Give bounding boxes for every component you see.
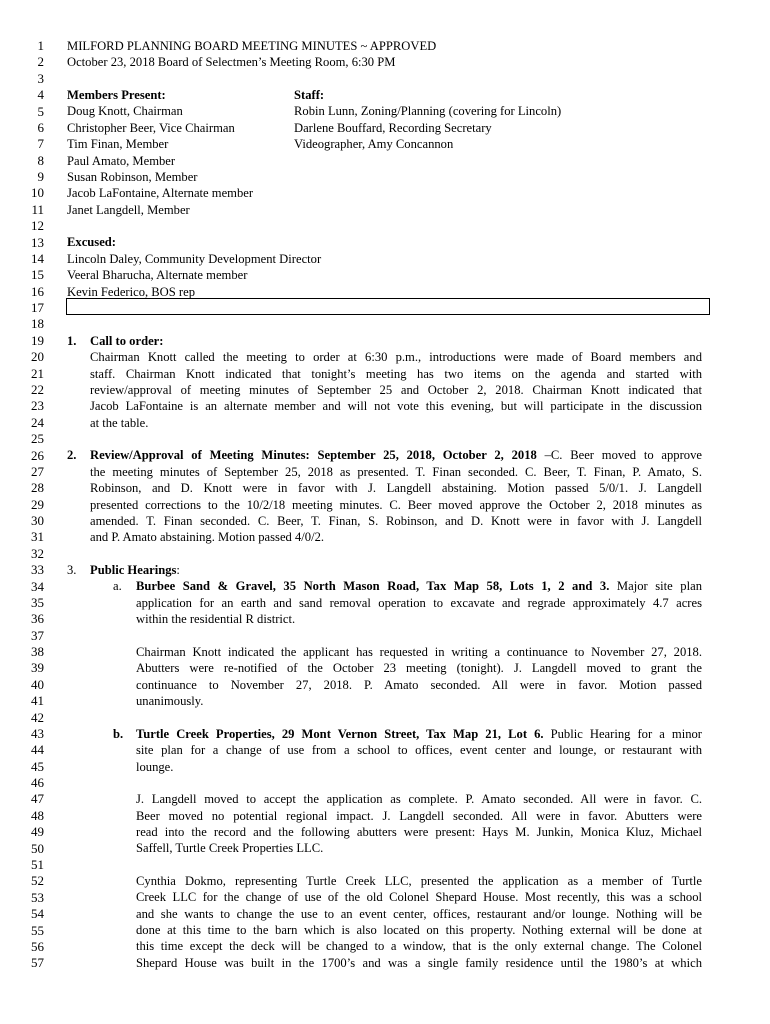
line-number: 15 bbox=[31, 267, 44, 283]
line-number: 48 bbox=[31, 807, 44, 823]
public-hearings-title: Public Hearings bbox=[90, 563, 177, 577]
line-number: 40 bbox=[31, 676, 44, 692]
line-number: 25 bbox=[31, 431, 44, 447]
heading-continuation: Major site plan bbox=[609, 579, 702, 593]
paragraph-line: Chairman Knott indicated the applicant has requested in writing a continuance to November 27, 2018. bbox=[136, 645, 702, 659]
line-number: 27 bbox=[31, 463, 44, 479]
paragraph-line: site plan for a change of use from a school to offices, event center and lounge, or restaurant with bbox=[136, 743, 702, 757]
paragraph-line: staff. Chairman Knott indicated that tonight’s meeting has two items on the agenda and started with bbox=[90, 367, 702, 381]
excused-item: Veeral Bharucha, Alternate member bbox=[67, 268, 248, 282]
line-number: 24 bbox=[31, 414, 44, 430]
paragraph-line bbox=[136, 726, 702, 742]
line-number: 45 bbox=[31, 758, 44, 774]
line-number: 9 bbox=[37, 169, 44, 185]
excused-heading: Excused: bbox=[67, 235, 116, 249]
member-item: Christopher Beer, Vice Chairman bbox=[67, 121, 235, 135]
paragraph-line: Robinson, and D. Knott were in favor with J. Langdell abstaining. Motion passed 5/0/1. J. Langdell bbox=[90, 481, 702, 495]
subsection-letter: b. bbox=[113, 727, 124, 741]
paragraph-line: Beer moved no potential regional impact. J. Langdell seconded. All were in favor. Abutters were bbox=[136, 809, 702, 823]
line-number: 14 bbox=[31, 250, 44, 266]
members-heading: Members Present: bbox=[67, 88, 166, 102]
paragraph-line: presented corrections to the 10/2/18 meeting minutes. C. Beer moved approve the October 2, 2018 minutes as bbox=[90, 498, 702, 512]
line-number: 7 bbox=[37, 136, 44, 152]
line-number: 31 bbox=[31, 529, 44, 545]
section-number: 2. bbox=[67, 448, 77, 462]
heading-colon: : bbox=[176, 563, 180, 577]
paragraph-line: Jacob LaFontaine is an alternate member and will not vote this evening, but will participate in the discussion bbox=[90, 399, 702, 413]
paragraph-line: this time except the deck will be changed to a window, that is the only external change. The Colonel bbox=[136, 939, 702, 953]
paragraph-line: read into the record and the following abutters were present: Hays M. Junkin, Monica Kluz, Michael bbox=[136, 825, 702, 839]
paragraph-line: Saffell, Turtle Creek Properties LLC. bbox=[136, 841, 324, 855]
staff-heading: Staff: bbox=[294, 88, 325, 102]
line-number: 43 bbox=[31, 725, 44, 741]
line-number: 37 bbox=[31, 627, 44, 643]
paragraph-line: the meeting minutes of September 25, 2018 as presented. T. Finan seconded. C. Beer, T. Finan, P. Amato, S. bbox=[90, 465, 702, 479]
line-number: 18 bbox=[31, 316, 44, 332]
line-number: 50 bbox=[31, 840, 44, 856]
line-number: 21 bbox=[31, 365, 44, 381]
line-number: 56 bbox=[31, 938, 44, 954]
line-number: 8 bbox=[37, 152, 44, 168]
line-number: 13 bbox=[31, 234, 44, 250]
heading-continuation: –C. Beer moved to approve bbox=[536, 448, 702, 462]
paragraph-line: Shepard House was built in the 1700’s and was a single family residence until the 1980’s at which bbox=[136, 956, 702, 970]
meeting-date-location: October 23, 2018 Board of Selectmen’s Meeting Room, 6:30 PM bbox=[67, 55, 396, 69]
paragraph-line: amended. T. Finan seconded. C. Beer, T. Finan, S. Robinson, and D. Knott were in favor with J. Langdell bbox=[90, 514, 702, 528]
line-number: 34 bbox=[31, 578, 44, 594]
line-number: 41 bbox=[31, 693, 44, 709]
subsection-letter: a. bbox=[113, 579, 122, 593]
document-title: MILFORD PLANNING BOARD MEETING MINUTES ~ APPROVED bbox=[67, 39, 437, 53]
line-number: 53 bbox=[31, 889, 44, 905]
paragraph-line: within the residential R district. bbox=[136, 612, 296, 626]
paragraph-line: lounge. bbox=[136, 760, 174, 774]
line-number: 55 bbox=[31, 922, 44, 938]
line-number: 49 bbox=[31, 824, 44, 840]
line-number: 30 bbox=[31, 513, 44, 529]
paragraph-line: at the table. bbox=[90, 416, 149, 430]
member-item: Susan Robinson, Member bbox=[67, 170, 198, 184]
line-number: 17 bbox=[31, 300, 44, 316]
paragraph-line: J. Langdell moved to accept the application as complete. P. Amato seconded. All were in favor. C. bbox=[136, 792, 702, 806]
line-number: 38 bbox=[31, 644, 44, 660]
line-number: 5 bbox=[37, 103, 44, 119]
line-number: 3 bbox=[37, 70, 44, 86]
line-number: 11 bbox=[31, 201, 44, 217]
section-heading-minutes: Review/Approval of Meeting Minutes: September 25, 2018, October 2, 2018 bbox=[90, 448, 537, 462]
paragraph-line: and P. Amato abstaining. Motion passed 4/0/2. bbox=[90, 530, 325, 544]
line-number: 47 bbox=[31, 791, 44, 807]
line-number: 32 bbox=[31, 545, 44, 561]
excused-item: Kevin Federico, BOS rep bbox=[67, 285, 196, 299]
line-number: 4 bbox=[37, 87, 44, 103]
line-number: 16 bbox=[31, 283, 44, 299]
staff-item: Darlene Bouffard, Recording Secretary bbox=[294, 121, 492, 135]
line-number: 26 bbox=[31, 447, 44, 463]
hearing-title-burbee: Burbee Sand & Gravel, 35 North Mason Road, Tax Map 58, Lots 1, 2 and 3. bbox=[136, 579, 610, 593]
line-number: 33 bbox=[31, 562, 44, 578]
line-number: 54 bbox=[31, 906, 44, 922]
hearing-title-turtle-creek: Turtle Creek Properties, 29 Mont Vernon Street, Tax Map 21, Lot 6. bbox=[136, 727, 544, 741]
line-number: 23 bbox=[31, 398, 44, 414]
line-number: 10 bbox=[31, 185, 44, 201]
member-item: Janet Langdell, Member bbox=[67, 203, 190, 217]
member-item: Doug Knott, Chairman bbox=[67, 104, 183, 118]
line-number: 36 bbox=[31, 611, 44, 627]
paragraph-line: review/approval of meeting minutes of September 25 and October 2, 2018. Chairman Knott indicated that bbox=[90, 383, 702, 397]
line-number: 46 bbox=[31, 775, 44, 791]
paragraph-line: Creek LLC for the change of use of the old Colonel Shepard House. Most recently, this was a school bbox=[136, 890, 702, 904]
paragraph-line: Chairman Knott called the meeting to order at 6:30 p.m., introductions were made of Board members and bbox=[90, 350, 702, 364]
paragraph-line bbox=[136, 578, 702, 594]
line-number: 52 bbox=[31, 873, 44, 889]
member-item: Tim Finan, Member bbox=[67, 137, 169, 151]
paragraph-line: Cynthia Dokmo, representing Turtle Creek LLC, presented the application as a member of Turtle bbox=[136, 874, 702, 888]
member-item: Paul Amato, Member bbox=[67, 154, 176, 168]
paragraph-line: Abutters were re-notified of the October 23 meeting (tonight). J. Langdell moved to grant the bbox=[136, 661, 702, 675]
line-number: 1 bbox=[37, 38, 44, 53]
member-item: Jacob LaFontaine, Alternate member bbox=[67, 186, 254, 200]
section-heading-call-to-order: Call to order: bbox=[90, 334, 164, 348]
heading-continuation: Public Hearing for a minor bbox=[543, 727, 702, 741]
section-number: 1. bbox=[67, 334, 77, 348]
excused-item: Lincoln Daley, Community Development Director bbox=[67, 252, 322, 266]
paragraph-line: unanimously. bbox=[136, 694, 204, 708]
line-number: 12 bbox=[31, 218, 44, 234]
line-number: 51 bbox=[31, 857, 44, 872]
line-number: 6 bbox=[37, 119, 44, 135]
line-number: 39 bbox=[31, 660, 44, 676]
staff-item: Videographer, Amy Concannon bbox=[294, 137, 454, 151]
line-number: 57 bbox=[31, 955, 44, 971]
section-heading-public-hearings bbox=[90, 562, 180, 578]
paragraph-line: done at this time to the barn which is also located on this property. Nothing external will be done at bbox=[136, 923, 702, 937]
paragraph-line: application for an earth and sand removal operation to excavate and regrade approximately 4.7 acres bbox=[136, 596, 702, 610]
line-number: 20 bbox=[31, 349, 44, 365]
paragraph-line: and she wants to change the use to an event center, offices, restaurant and/or lounge. Nothing will be bbox=[136, 907, 702, 921]
line-number: 35 bbox=[31, 594, 44, 610]
line-number: 2 bbox=[37, 54, 44, 70]
line-number: 44 bbox=[31, 742, 44, 758]
separator-box bbox=[66, 298, 710, 315]
staff-item: Robin Lunn, Zoning/Planning (covering for Lincoln) bbox=[294, 104, 562, 118]
line-number: 42 bbox=[31, 709, 44, 725]
paragraph-line bbox=[90, 447, 702, 463]
paragraph-line: continuance to November 27, 2018. P. Amato seconded. All were in favor. Motion passed bbox=[136, 678, 702, 692]
line-number: 28 bbox=[31, 480, 44, 496]
line-number: 19 bbox=[31, 332, 44, 348]
line-number: 29 bbox=[31, 496, 44, 512]
section-number: 3. bbox=[67, 563, 77, 577]
line-number: 22 bbox=[31, 381, 44, 397]
